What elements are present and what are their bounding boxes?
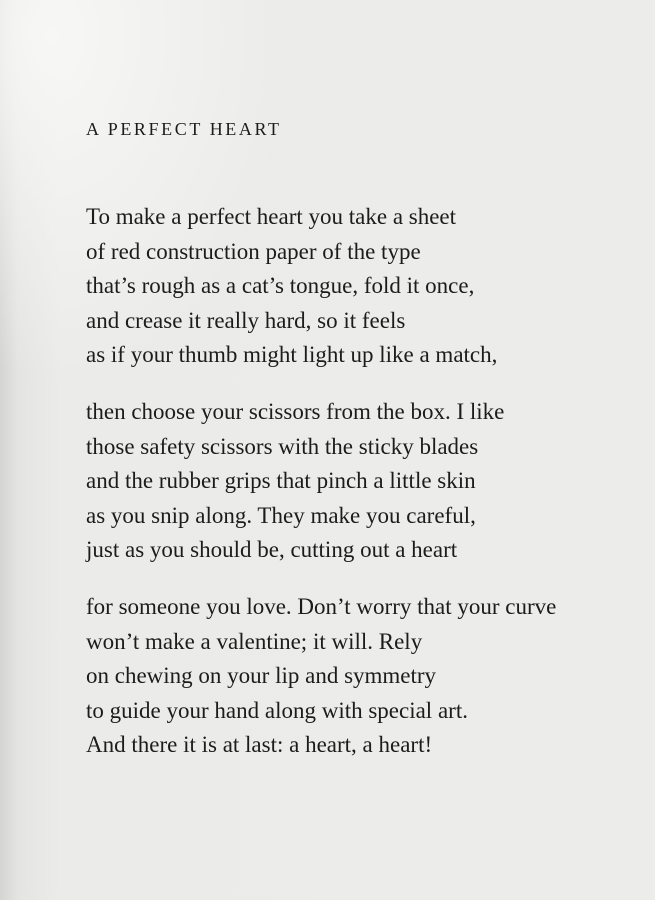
poem-line: just as you should be, cutting out a heart bbox=[86, 537, 458, 563]
poem-line: those safety scissors with the sticky blades bbox=[86, 433, 479, 459]
poem-line: then choose your scissors from the box. I like bbox=[86, 398, 505, 424]
poem-line: And there it is at last: a heart, a heart! bbox=[86, 732, 433, 758]
poem-line: as if your thumb might light up like a match, bbox=[86, 342, 498, 368]
stanza-1 bbox=[86, 200, 556, 373]
poem-body bbox=[86, 200, 556, 785]
stanza-2 bbox=[86, 395, 556, 568]
poem-line: won’t make a valentine; it will. Rely bbox=[86, 628, 423, 654]
poem-line: that’s rough as a cat’s tongue, fold it once, bbox=[86, 273, 475, 299]
poem-line: on chewing on your lip and symmetry bbox=[86, 663, 437, 689]
poem-line: of red construction paper of the type bbox=[86, 238, 421, 264]
stanza-3 bbox=[86, 590, 556, 763]
poem-line: for someone you love. Don’t worry that your curve bbox=[86, 593, 557, 619]
poem-line: and the rubber grips that pinch a little skin bbox=[86, 468, 476, 494]
poem-title: A PERFECT HEART bbox=[86, 119, 282, 139]
poem-line: to guide your hand along with special art. bbox=[86, 697, 468, 723]
poem-line: and crease it really hard, so it feels bbox=[86, 307, 406, 333]
poem-line: To make a perfect heart you take a sheet bbox=[86, 204, 457, 229]
poem-line: as you snip along. They make you careful, bbox=[86, 502, 476, 528]
